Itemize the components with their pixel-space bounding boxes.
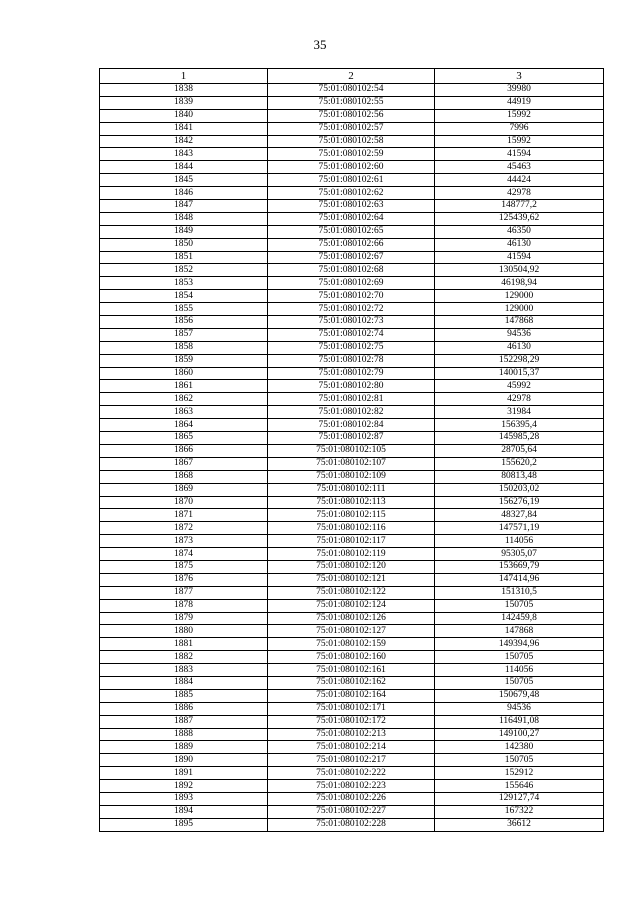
table-row [100, 573, 604, 586]
value-cell: 148777,2 [435, 200, 604, 213]
table-row [100, 393, 604, 406]
table-row [100, 406, 604, 419]
value-cell: 41594 [435, 148, 604, 161]
cadastral-number-cell: 75:01:080102:62 [268, 187, 435, 200]
cadastral-number-cell: 75:01:080102:58 [268, 135, 435, 148]
table-row [100, 548, 604, 561]
row-number-cell: 1848 [100, 212, 268, 225]
cadastral-number-cell: 75:01:080102:164 [268, 689, 435, 702]
value-cell: 129127,74 [435, 792, 604, 805]
value-cell: 36612 [435, 818, 604, 831]
row-number-cell: 1853 [100, 277, 268, 290]
value-cell: 15992 [435, 109, 604, 122]
cadastral-number-cell: 75:01:080102:82 [268, 406, 435, 419]
row-number-cell: 1877 [100, 586, 268, 599]
table-row [100, 84, 604, 97]
table-row [100, 664, 604, 677]
column-header-1: 1 [100, 69, 268, 84]
table-row [100, 264, 604, 277]
cadastral-number-cell: 75:01:080102:67 [268, 251, 435, 264]
cadastral-number-cell: 75:01:080102:116 [268, 522, 435, 535]
value-cell: 44424 [435, 174, 604, 187]
table-row [100, 277, 604, 290]
value-cell: 147571,19 [435, 522, 604, 535]
table-body [100, 84, 604, 832]
value-cell: 116491,08 [435, 715, 604, 728]
value-cell: 149100,27 [435, 728, 604, 741]
row-number-cell: 1847 [100, 200, 268, 213]
cadastral-number-cell: 75:01:080102:65 [268, 225, 435, 238]
value-cell: 153669,79 [435, 560, 604, 573]
row-number-cell: 1861 [100, 380, 268, 393]
row-number-cell: 1871 [100, 509, 268, 522]
row-number-cell: 1884 [100, 676, 268, 689]
row-number-cell: 1840 [100, 109, 268, 122]
value-cell: 46350 [435, 225, 604, 238]
value-cell: 150203,02 [435, 483, 604, 496]
value-cell: 42978 [435, 187, 604, 200]
cadastral-number-cell: 75:01:080102:56 [268, 109, 435, 122]
row-number-cell: 1844 [100, 161, 268, 174]
cadastral-number-cell: 75:01:080102:61 [268, 174, 435, 187]
cadastral-number-cell: 75:01:080102:214 [268, 741, 435, 754]
column-header-3: 3 [435, 69, 604, 84]
table-row [100, 444, 604, 457]
value-cell: 46130 [435, 341, 604, 354]
table-row [100, 586, 604, 599]
row-number-cell: 1891 [100, 767, 268, 780]
table-row [100, 509, 604, 522]
cadastral-number-cell: 75:01:080102:172 [268, 715, 435, 728]
table-row [100, 174, 604, 187]
table-row [100, 625, 604, 638]
cadastral-number-cell: 75:01:080102:160 [268, 651, 435, 664]
value-cell: 142459,8 [435, 612, 604, 625]
row-number-cell: 1869 [100, 483, 268, 496]
cadastral-number-cell: 75:01:080102:119 [268, 548, 435, 561]
cadastral-number-cell: 75:01:080102:121 [268, 573, 435, 586]
row-number-cell: 1887 [100, 715, 268, 728]
table-row [100, 805, 604, 818]
cadastral-number-cell: 75:01:080102:64 [268, 212, 435, 225]
table-row [100, 432, 604, 445]
table-row [100, 676, 604, 689]
value-cell: 140015,37 [435, 367, 604, 380]
row-number-cell: 1873 [100, 535, 268, 548]
cadastral-number-cell: 75:01:080102:72 [268, 303, 435, 316]
row-number-cell: 1849 [100, 225, 268, 238]
value-cell: 155646 [435, 780, 604, 793]
value-cell: 145985,28 [435, 432, 604, 445]
table-row [100, 651, 604, 664]
cadastral-number-cell: 75:01:080102:223 [268, 780, 435, 793]
cadastral-number-cell: 75:01:080102:222 [268, 767, 435, 780]
cadastral-number-cell: 75:01:080102:226 [268, 792, 435, 805]
value-cell: 129000 [435, 303, 604, 316]
table-row [100, 303, 604, 316]
row-number-cell: 1859 [100, 354, 268, 367]
value-cell: 7996 [435, 122, 604, 135]
row-number-cell: 1892 [100, 780, 268, 793]
cadastral-number-cell: 75:01:080102:87 [268, 432, 435, 445]
table-row [100, 560, 604, 573]
table-row [100, 148, 604, 161]
value-cell: 142380 [435, 741, 604, 754]
cadastral-number-cell: 75:01:080102:217 [268, 754, 435, 767]
value-cell: 151310,5 [435, 586, 604, 599]
cadastral-number-cell: 75:01:080102:74 [268, 328, 435, 341]
table-row [100, 316, 604, 329]
cadastral-number-cell: 75:01:080102:69 [268, 277, 435, 290]
value-cell: 31984 [435, 406, 604, 419]
value-cell: 147868 [435, 625, 604, 638]
cadastral-number-cell: 75:01:080102:80 [268, 380, 435, 393]
value-cell: 155620,2 [435, 457, 604, 470]
cadastral-number-cell: 75:01:080102:124 [268, 599, 435, 612]
row-number-cell: 1883 [100, 664, 268, 677]
row-number-cell: 1854 [100, 290, 268, 303]
cadastral-number-cell: 75:01:080102:126 [268, 612, 435, 625]
cadastral-number-cell: 75:01:080102:107 [268, 457, 435, 470]
table-row [100, 367, 604, 380]
cadastral-number-cell: 75:01:080102:161 [268, 664, 435, 677]
value-cell: 149394,96 [435, 638, 604, 651]
cadastral-number-cell: 75:01:080102:55 [268, 96, 435, 109]
table-header-row [100, 69, 604, 84]
row-number-cell: 1878 [100, 599, 268, 612]
table-row [100, 612, 604, 625]
table-row [100, 818, 604, 831]
cadastral-number-cell: 75:01:080102:73 [268, 316, 435, 329]
cadastral-number-cell: 75:01:080102:59 [268, 148, 435, 161]
row-number-cell: 1858 [100, 341, 268, 354]
value-cell: 46198,94 [435, 277, 604, 290]
row-number-cell: 1889 [100, 741, 268, 754]
table-row [100, 470, 604, 483]
table-row [100, 522, 604, 535]
table-row [100, 483, 604, 496]
value-cell: 95305,07 [435, 548, 604, 561]
value-cell: 80813,48 [435, 470, 604, 483]
value-cell: 167322 [435, 805, 604, 818]
table-row [100, 238, 604, 251]
value-cell: 94536 [435, 328, 604, 341]
value-cell: 48327,84 [435, 509, 604, 522]
row-number-cell: 1872 [100, 522, 268, 535]
value-cell: 114056 [435, 535, 604, 548]
row-number-cell: 1886 [100, 702, 268, 715]
cadastral-number-cell: 75:01:080102:63 [268, 200, 435, 213]
data-table [99, 68, 604, 832]
cadastral-number-cell: 75:01:080102:115 [268, 509, 435, 522]
row-number-cell: 1867 [100, 457, 268, 470]
table-row [100, 702, 604, 715]
value-cell: 42978 [435, 393, 604, 406]
table-row [100, 638, 604, 651]
value-cell: 28705,64 [435, 444, 604, 457]
value-cell: 156395,4 [435, 419, 604, 432]
cadastral-number-cell: 75:01:080102:122 [268, 586, 435, 599]
table-row [100, 96, 604, 109]
value-cell: 114056 [435, 664, 604, 677]
cadastral-number-cell: 75:01:080102:105 [268, 444, 435, 457]
row-number-cell: 1845 [100, 174, 268, 187]
cadastral-number-cell: 75:01:080102:66 [268, 238, 435, 251]
cadastral-number-cell: 75:01:080102:127 [268, 625, 435, 638]
cadastral-number-cell: 75:01:080102:213 [268, 728, 435, 741]
row-number-cell: 1864 [100, 419, 268, 432]
row-number-cell: 1856 [100, 316, 268, 329]
row-number-cell: 1846 [100, 187, 268, 200]
row-number-cell: 1880 [100, 625, 268, 638]
row-number-cell: 1893 [100, 792, 268, 805]
value-cell: 156276,19 [435, 496, 604, 509]
row-number-cell: 1876 [100, 573, 268, 586]
table-row [100, 728, 604, 741]
row-number-cell: 1841 [100, 122, 268, 135]
value-cell: 39980 [435, 84, 604, 97]
row-number-cell: 1850 [100, 238, 268, 251]
row-number-cell: 1875 [100, 560, 268, 573]
value-cell: 129000 [435, 290, 604, 303]
row-number-cell: 1843 [100, 148, 268, 161]
value-cell: 152912 [435, 767, 604, 780]
table-row [100, 599, 604, 612]
row-number-cell: 1868 [100, 470, 268, 483]
table-row [100, 457, 604, 470]
cadastral-number-cell: 75:01:080102:70 [268, 290, 435, 303]
cadastral-number-cell: 75:01:080102:75 [268, 341, 435, 354]
cadastral-number-cell: 75:01:080102:162 [268, 676, 435, 689]
value-cell: 41594 [435, 251, 604, 264]
row-number-cell: 1894 [100, 805, 268, 818]
row-number-cell: 1895 [100, 818, 268, 831]
table-row [100, 354, 604, 367]
value-cell: 45992 [435, 380, 604, 393]
cadastral-number-cell: 75:01:080102:171 [268, 702, 435, 715]
value-cell: 150705 [435, 599, 604, 612]
row-number-cell: 1857 [100, 328, 268, 341]
table-row [100, 135, 604, 148]
row-number-cell: 1855 [100, 303, 268, 316]
value-cell: 15992 [435, 135, 604, 148]
table-row [100, 290, 604, 303]
row-number-cell: 1838 [100, 84, 268, 97]
table-row [100, 380, 604, 393]
value-cell: 147868 [435, 316, 604, 329]
cadastral-number-cell: 75:01:080102:228 [268, 818, 435, 831]
table-row [100, 251, 604, 264]
row-number-cell: 1879 [100, 612, 268, 625]
row-number-cell: 1860 [100, 367, 268, 380]
value-cell: 150705 [435, 754, 604, 767]
row-number-cell: 1882 [100, 651, 268, 664]
value-cell: 44919 [435, 96, 604, 109]
page-number: 35 [313, 37, 327, 52]
value-cell: 130504,92 [435, 264, 604, 277]
row-number-cell: 1839 [100, 96, 268, 109]
table-row [100, 715, 604, 728]
row-number-cell: 1852 [100, 264, 268, 277]
row-number-cell: 1881 [100, 638, 268, 651]
cadastral-number-cell: 75:01:080102:227 [268, 805, 435, 818]
table-row [100, 792, 604, 805]
row-number-cell: 1885 [100, 689, 268, 702]
value-cell: 125439,62 [435, 212, 604, 225]
table-row [100, 225, 604, 238]
cadastral-number-cell: 75:01:080102:54 [268, 84, 435, 97]
cadastral-number-cell: 75:01:080102:111 [268, 483, 435, 496]
table-row [100, 689, 604, 702]
table-row [100, 161, 604, 174]
table-row [100, 200, 604, 213]
cadastral-number-cell: 75:01:080102:81 [268, 393, 435, 406]
value-cell: 150705 [435, 676, 604, 689]
table-row [100, 341, 604, 354]
table-row [100, 780, 604, 793]
cadastral-number-cell: 75:01:080102:120 [268, 560, 435, 573]
value-cell: 45463 [435, 161, 604, 174]
table-row [100, 122, 604, 135]
table-row [100, 187, 604, 200]
row-number-cell: 1842 [100, 135, 268, 148]
cadastral-number-cell: 75:01:080102:113 [268, 496, 435, 509]
table-row [100, 767, 604, 780]
cadastral-number-cell: 75:01:080102:117 [268, 535, 435, 548]
value-cell: 46130 [435, 238, 604, 251]
table-row [100, 496, 604, 509]
row-number-cell: 1865 [100, 432, 268, 445]
table-row [100, 535, 604, 548]
cadastral-number-cell: 75:01:080102:57 [268, 122, 435, 135]
row-number-cell: 1862 [100, 393, 268, 406]
cadastral-number-cell: 75:01:080102:60 [268, 161, 435, 174]
cadastral-number-cell: 75:01:080102:109 [268, 470, 435, 483]
row-number-cell: 1866 [100, 444, 268, 457]
cadastral-number-cell: 75:01:080102:78 [268, 354, 435, 367]
table-row [100, 212, 604, 225]
row-number-cell: 1888 [100, 728, 268, 741]
column-header-2: 2 [268, 69, 435, 84]
row-number-cell: 1870 [100, 496, 268, 509]
value-cell: 94536 [435, 702, 604, 715]
table-row [100, 109, 604, 122]
table-row [100, 419, 604, 432]
value-cell: 152298,29 [435, 354, 604, 367]
table-row [100, 754, 604, 767]
cadastral-number-cell: 75:01:080102:68 [268, 264, 435, 277]
table-row [100, 328, 604, 341]
value-cell: 150679,48 [435, 689, 604, 702]
cadastral-number-cell: 75:01:080102:84 [268, 419, 435, 432]
row-number-cell: 1851 [100, 251, 268, 264]
value-cell: 150705 [435, 651, 604, 664]
row-number-cell: 1863 [100, 406, 268, 419]
cadastral-number-cell: 75:01:080102:159 [268, 638, 435, 651]
row-number-cell: 1890 [100, 754, 268, 767]
cadastral-number-cell: 75:01:080102:79 [268, 367, 435, 380]
row-number-cell: 1874 [100, 548, 268, 561]
value-cell: 147414,96 [435, 573, 604, 586]
table-row [100, 741, 604, 754]
